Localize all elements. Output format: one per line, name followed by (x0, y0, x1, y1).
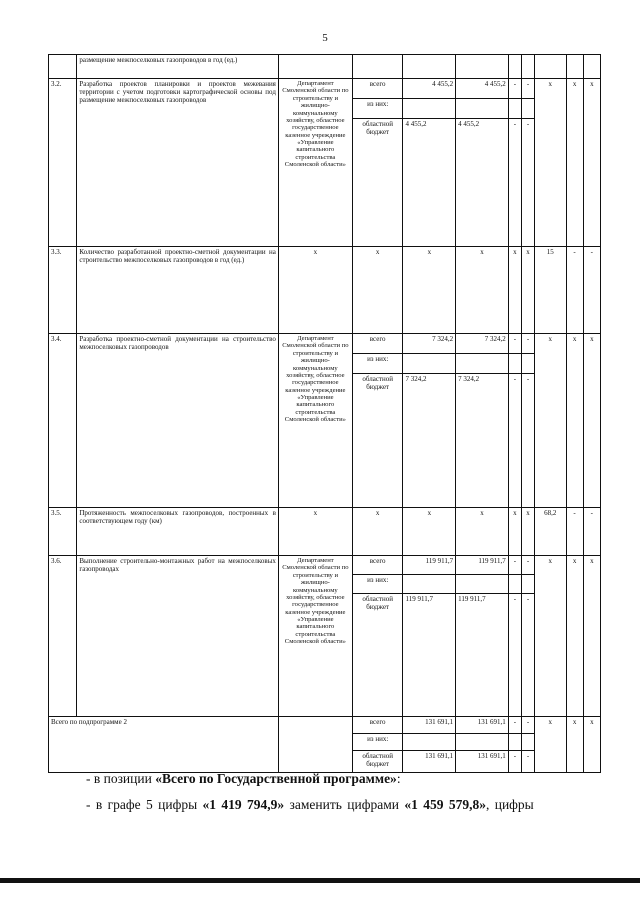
funding-budget-label: областной бюджет (352, 374, 403, 508)
row-number: 3.3. (49, 247, 77, 334)
program-table (48, 54, 601, 773)
amount-cell: 119 911,7 (456, 594, 509, 717)
row-text: размещение межпоселковых газопроводов в год (ед.) (77, 55, 279, 79)
row-number: 3.2. (49, 79, 77, 247)
table-row: Всего по подпрограмме 2 всего 131 691,1 131 691,1 - - x x x (49, 717, 601, 734)
funding-total-label: всего (352, 79, 403, 99)
amount-cell: 4 455,2 (456, 119, 509, 247)
indicator-value: 15 (535, 247, 566, 334)
amount-cell: 4 455,2 (403, 79, 456, 99)
amount-cell: 119 911,7 (403, 556, 456, 575)
page-number: 5 (322, 32, 328, 44)
table-row: 3.2. Разработка проектов планировки и проектов межевания территории с учетом подготовки картографической основы под размещение межпоселковых газопроводов Департамент Смоленской области по строительству и жилищно-коммунальному хозяйству, областное государственное казенное учреждение «Управление капитального строительства Смоленской области» всего 4 455,2 4 455,2 - - x x x (49, 79, 601, 99)
amount-cell: 7 324,2 (456, 374, 509, 508)
table-row: областной бюджет 131 691,1 131 691,1 - - (49, 751, 601, 773)
funding-sub-label: из них: (352, 354, 403, 374)
amount-cell: 119 911,7 (456, 556, 509, 575)
row-text: Количество разработанной проектно-сметной документации на строительство межпоселковых газопроводов в год (ед.) (77, 247, 279, 334)
total-label: Всего по подпрограмме 2 (49, 717, 279, 773)
table-row: 3.5. Протяженность межпоселковых газопроводов, построенных в соответствующем году (км) x x x x x x 68,2 - - (49, 508, 601, 556)
funding-sub-label: из них: (352, 734, 403, 751)
row-text: Выполнение строительно-монтажных работ на межпоселковых газопроводах (77, 556, 279, 717)
row-number: 3.5. (49, 508, 77, 556)
indicator-value: 68,2 (535, 508, 566, 556)
funding-total-label: всего (352, 717, 403, 734)
amount-cell: 7 324,2 (403, 374, 456, 508)
funding-budget-label: областной бюджет (352, 119, 403, 247)
funding-total-label: всего (352, 556, 403, 575)
table-row: 3.4. Разработка проектно-сметной документации на строительство межпоселковых газопроводов Департамент Смоленской области по строительству и жилищно-коммунальному хозяйству, областное государственное казенное учреждение «Управление капитального строительства Смоленской области» всего 7 324,2 7 324,2 - - x x x (49, 334, 601, 354)
table-row: 3.6. Выполнение строительно-монтажных работ на межпоселковых газопроводах Департамент Смоленской области по строительству и жилищно-коммунальному хозяйству, областное государственное казенное учреждение «Управление капитального строительства Смоленской области» всего 119 911,7 119 911,7 - - x x x (49, 556, 601, 575)
funding-sub-label: из них: (352, 99, 403, 119)
row-text: Разработка проектов планировки и проектов межевания территории с учетом подготовки картографической основы под размещение межпоселковых газопроводов (77, 79, 279, 247)
amount-cell: 131 691,1 (403, 717, 456, 734)
funding-total-label: всего (352, 334, 403, 354)
bottom-border (0, 878, 640, 883)
amount-cell: 119 911,7 (403, 594, 456, 717)
amount-cell: 4 455,2 (403, 119, 456, 247)
department-cell: Департамент Смоленской области по строительству и жилищно-коммунальному хозяйству, областное государственное казенное учреждение «Управление капитального строительства Смоленской области» (278, 556, 352, 717)
table-row: областной бюджет 4 455,2 4 455,2 - - (49, 119, 601, 247)
row-number: 3.6. (49, 556, 77, 717)
table-row: областной бюджет 119 911,7 119 911,7 - - (49, 594, 601, 717)
amount-cell: 7 324,2 (403, 334, 456, 354)
amount-cell: 131 691,1 (456, 751, 509, 773)
row-number: 3.4. (49, 334, 77, 508)
amount-cell: 4 455,2 (456, 79, 509, 99)
table-row: областной бюджет 7 324,2 7 324,2 - - (49, 374, 601, 508)
amount-cell: 131 691,1 (403, 751, 456, 773)
department-cell: Департамент Смоленской области по строительству и жилищно-коммунальному хозяйству, областное государственное казенное учреждение «Управление капитального строительства Смоленской области» (278, 334, 352, 508)
table-row: 3.3. Количество разработанной проектно-сметной документации на строительство межпоселковых газопроводов в год (ед.) x x x x x x 15 - - (49, 247, 601, 334)
row-text: Протяженность межпоселковых газопроводов, построенных в соответствующем году (км) (77, 508, 279, 556)
funding-sub-label: из них: (352, 575, 403, 594)
row-text: Разработка проектно-сметной документации на строительство межпоселковых газопроводов (77, 334, 279, 508)
funding-budget-label: областной бюджет (352, 594, 403, 717)
department-cell: Департамент Смоленской области по строительству и жилищно-коммунальному хозяйству, областное государственное казенное учреждение «Управление капитального строительства Смоленской области» (278, 79, 352, 247)
amendment-line-2: - в графе 5 цифры «1 419 794,9» заменить цифрами «1 459 579,8», цифры (86, 797, 534, 812)
amendment-line-1: - в позиции «Всего по Государственной программе»: (86, 771, 401, 786)
table-row (49, 55, 601, 79)
amount-cell: 131 691,1 (456, 717, 509, 734)
amount-cell: 7 324,2 (456, 334, 509, 354)
funding-budget-label: областной бюджет (352, 751, 403, 773)
